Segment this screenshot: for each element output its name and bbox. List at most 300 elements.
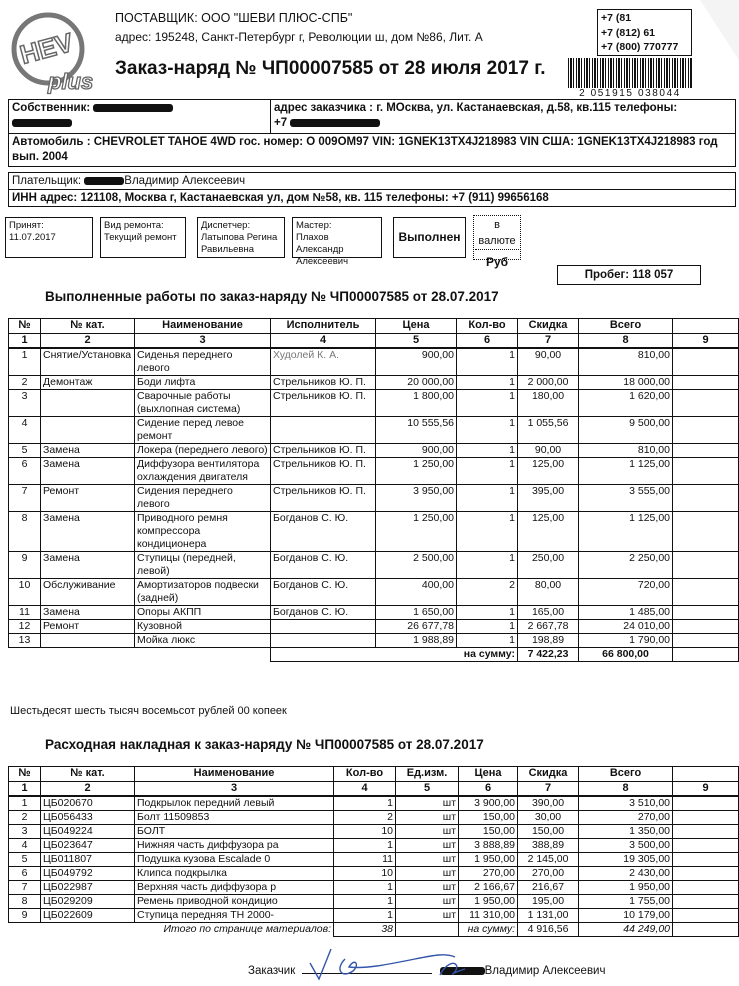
table-cell [673, 881, 739, 895]
table-cell [673, 348, 739, 376]
table-cell: 3 950,00 [376, 485, 457, 512]
currency-label: в валюте [475, 217, 519, 250]
parts-total-label: Итого по странице материалов: [9, 923, 334, 937]
table-row [9, 853, 739, 867]
table-cell: 9 [9, 552, 41, 579]
works-sum-total: 66 800,00 [579, 648, 673, 662]
table-cell: Обслуживание [41, 579, 135, 606]
table-cell [41, 390, 135, 417]
column-number: 3 [135, 334, 271, 349]
table-cell: Верхняя часть диффузора р [135, 881, 334, 895]
table-cell: 2 500,00 [376, 552, 457, 579]
table-cell: 5 [9, 853, 41, 867]
column-header: Всего [579, 319, 673, 334]
table-cell: Нижняя часть диффузора ра [135, 839, 334, 853]
currency-box [473, 215, 521, 269]
table-cell: 18 000,00 [579, 376, 673, 390]
table-cell: 2 [9, 811, 41, 825]
column-header: № кат. [41, 319, 135, 334]
owner-field [9, 100, 271, 134]
parts-sum-label: на сумму: [459, 923, 518, 937]
table-cell [673, 620, 739, 634]
table-cell: Опоры АКПП [135, 606, 271, 620]
table-cell: Боди лифта [135, 376, 271, 390]
company-logo [8, 5, 93, 97]
parts-title: Расходная накладная к заказ-наряду № ЧП00007585 от 28.07.2017 [45, 737, 484, 752]
table-cell: 10 [9, 579, 41, 606]
table-cell: Худолей К. А. [271, 348, 376, 376]
table-cell: Ступицы (передней, левой) [135, 552, 271, 579]
table-cell [673, 867, 739, 881]
table-row [9, 867, 739, 881]
repair-type: Текущий ремонт [104, 232, 177, 243]
table-row [9, 796, 739, 811]
table-cell: 1 [457, 552, 518, 579]
column-header: Цена [376, 319, 457, 334]
table-cell: Сидение перед левое ремонт [135, 417, 271, 444]
sum-in-words: Шестьдесят шесть тысяч восемьсот рублей 00 копеек [10, 705, 287, 717]
table-cell: 1 [334, 909, 396, 923]
table-cell: 26 677,78 [376, 620, 457, 634]
table-cell: 1 [334, 839, 396, 853]
table-cell: Приводного ремня компрессора кондиционера [135, 512, 271, 552]
dispatcher: Латыпова Регина Равильевна [201, 232, 278, 255]
column-number: 8 [579, 334, 673, 349]
table-cell: 270,00 [518, 867, 579, 881]
table-cell: 2 250,00 [579, 552, 673, 579]
column-number: 6 [457, 334, 518, 349]
table-cell [673, 634, 739, 648]
table-cell: 10 [334, 867, 396, 881]
accepted-date: 11.07.2017 [9, 232, 56, 243]
phone: +7 (800) 770777 [601, 41, 679, 53]
table-cell: 4 [9, 417, 41, 444]
barcode [568, 58, 692, 88]
table-cell: 125,00 [518, 512, 579, 552]
table-cell: 4 [9, 839, 41, 853]
column-number: 2 [41, 782, 135, 797]
table-cell: Ремонт [41, 485, 135, 512]
table-row [9, 895, 739, 909]
accepted-box [5, 217, 93, 258]
table-cell: 7 [9, 881, 41, 895]
column-header: Всего [579, 767, 673, 782]
table-cell: 400,00 [376, 579, 457, 606]
supplier-address: адрес: 195248, Санкт-Петербург г, Революции ш, дом №86, Лит. А [115, 30, 483, 44]
table-cell: 1 [457, 606, 518, 620]
redaction [12, 119, 72, 127]
table-row [9, 811, 739, 825]
table-cell [673, 606, 739, 620]
table-cell: Мойка люкс [135, 634, 271, 648]
column-number: 4 [334, 782, 396, 797]
table-cell: ЦБ022987 [41, 881, 135, 895]
table-cell: Стрельников Ю. П. [271, 485, 376, 512]
table-cell: Амортизаторов подвески (задней) [135, 579, 271, 606]
table-row [9, 606, 739, 620]
table-cell: 11 [9, 606, 41, 620]
table-cell: 6 [9, 867, 41, 881]
column-header [673, 319, 739, 334]
table-cell [673, 796, 739, 811]
table-cell: 150,00 [459, 825, 518, 839]
table-cell: 1 250,00 [376, 512, 457, 552]
table-cell: 2 145,00 [518, 853, 579, 867]
folded-corner [700, 0, 739, 60]
redaction [290, 119, 380, 127]
table-cell: 1 [457, 390, 518, 417]
table-cell: шт [396, 881, 459, 895]
table-cell: ЦБ023647 [41, 839, 135, 853]
table-cell: 1 125,00 [579, 512, 673, 552]
table-cell: ЦБ049792 [41, 867, 135, 881]
table-cell: Стрельников Ю. П. [271, 376, 376, 390]
signer-name: Владимир Алексеевич [484, 965, 606, 977]
table-cell [673, 895, 739, 909]
table-cell: Сидения переднего левого [135, 485, 271, 512]
dispatcher-label: Диспетчер: [201, 220, 251, 231]
table-cell [41, 634, 135, 648]
repair-type-label: Вид ремонта: [104, 220, 164, 231]
column-number: 9 [673, 334, 739, 349]
table-cell: Замена [41, 606, 135, 620]
table-cell [271, 620, 376, 634]
table-cell: шт [396, 839, 459, 853]
table-row [9, 552, 739, 579]
table-cell: 3 [9, 825, 41, 839]
parts-sum-total: 44 249,00 [579, 923, 673, 937]
table-cell: 165,00 [518, 606, 579, 620]
status-badge: Выполнен [393, 217, 466, 258]
table-cell: 1 [334, 796, 396, 811]
phone: +7 (812) 61 [601, 26, 655, 39]
column-number: 8 [579, 782, 673, 797]
table-cell: Сиденья переднего левого [135, 348, 271, 376]
table-cell: 12 [9, 620, 41, 634]
table-row [9, 620, 739, 634]
table-cell: Ступица передняя TH 2000- [135, 909, 334, 923]
table-cell: 6 [9, 458, 41, 485]
column-header: Скидка [518, 767, 579, 782]
table-cell: 11 310,00 [459, 909, 518, 923]
table-cell: 8 [9, 895, 41, 909]
table-cell: 810,00 [579, 348, 673, 376]
table-cell: 1 [457, 512, 518, 552]
column-number: 9 [673, 782, 739, 797]
column-number: 1 [9, 782, 41, 797]
table-cell: 1 988,89 [376, 634, 457, 648]
column-header: Ед.изм. [396, 767, 459, 782]
customer-phone: +7 [274, 117, 288, 129]
table-cell: шт [396, 909, 459, 923]
table-row [9, 825, 739, 839]
table-cell: Замена [41, 444, 135, 458]
parts-total-qty: 38 [334, 923, 396, 937]
table-cell: 1 055,56 [518, 417, 579, 444]
table-cell: Ремонт [41, 620, 135, 634]
table-cell [673, 839, 739, 853]
table-cell: Стрельников Ю. П. [271, 458, 376, 485]
table-cell: Стрельников Ю. П. [271, 444, 376, 458]
table-cell: 3 [9, 390, 41, 417]
table-cell: 198,89 [518, 634, 579, 648]
table-cell [673, 853, 739, 867]
table-cell [673, 825, 739, 839]
table-cell: Замена [41, 552, 135, 579]
table-cell: 3 888,89 [459, 839, 518, 853]
table-cell: Богданов С. Ю. [271, 606, 376, 620]
table-cell: 900,00 [376, 348, 457, 376]
table-row [9, 839, 739, 853]
payer-label: Плательщик: [12, 175, 82, 187]
payer-name: Владимир Алексеевич [124, 175, 246, 187]
table-cell: 2 [334, 811, 396, 825]
table-cell: 10 [334, 825, 396, 839]
table-cell: Подушка кузова Escalade 0 [135, 853, 334, 867]
table-cell: 2 430,00 [579, 867, 673, 881]
table-cell: 1 [334, 881, 396, 895]
repair-type-box [100, 217, 186, 258]
table-cell: 1 [457, 348, 518, 376]
works-sum-discount: 7 422,23 [518, 648, 579, 662]
table-cell: 19 305,00 [579, 853, 673, 867]
table-cell: 1 131,00 [518, 909, 579, 923]
column-header: Цена [459, 767, 518, 782]
table-row [9, 881, 739, 895]
table-row [9, 417, 739, 444]
redaction [84, 177, 124, 185]
table-cell: 270,00 [459, 867, 518, 881]
table-row [9, 348, 739, 376]
table-cell: 1 650,00 [376, 606, 457, 620]
table-cell: 1 800,00 [376, 390, 457, 417]
svg-text:HEV: HEV [16, 26, 77, 70]
table-cell: 5 [9, 444, 41, 458]
table-cell: 10 555,56 [376, 417, 457, 444]
supplier: ПОСТАВЩИК: ООО "ШЕВИ ПЛЮС-СПБ" [115, 11, 353, 25]
table-cell: 9 [9, 909, 41, 923]
page-title: Заказ-наряд № ЧП00007585 от 28 июля 2017 г. [115, 58, 546, 79]
table-cell: 216,67 [518, 881, 579, 895]
table-cell: 1 [457, 417, 518, 444]
works-title: Выполненные работы по заказ-наряду № ЧП00007585 от 28.07.2017 [45, 289, 499, 304]
customer-address [271, 100, 735, 134]
barcode-number: 2 051915 038044 [579, 88, 681, 99]
table-cell: Подкрылок передний левый [135, 796, 334, 811]
column-number: 7 [518, 334, 579, 349]
table-cell: шт [396, 867, 459, 881]
table-cell: 150,00 [459, 811, 518, 825]
table-cell [673, 512, 739, 552]
table-cell: Локера (переднего левого) [135, 444, 271, 458]
column-header: Кол-во [457, 319, 518, 334]
table-cell: 1 620,00 [579, 390, 673, 417]
column-number: 1 [9, 334, 41, 349]
table-cell: Кузовной [135, 620, 271, 634]
svg-text:plus: plus [48, 69, 93, 94]
table-cell: 270,00 [579, 811, 673, 825]
dispatcher-box [197, 217, 285, 258]
table-row [9, 485, 739, 512]
car-info: Автомобиль : CHEVROLET TAHOE 4WD гос. номер: О 009ОМ97 VIN: 1GNEK13TX4J218983 VIN США: 1GNEK13TX4J218983 год вып. 2004 [12, 136, 718, 163]
table-cell: Клипса подкрылка [135, 867, 334, 881]
mileage: Пробег: 118 057 [557, 265, 701, 285]
table-cell: 30,00 [518, 811, 579, 825]
table-cell: Демонтаж [41, 376, 135, 390]
table-cell: 7 [9, 485, 41, 512]
table-cell [271, 417, 376, 444]
column-header [673, 767, 739, 782]
table-cell: 2 667,78 [518, 620, 579, 634]
table-cell: ЦБ020670 [41, 796, 135, 811]
table-cell [673, 811, 739, 825]
phones-box [597, 9, 692, 56]
column-number: 5 [396, 782, 459, 797]
table-cell: Богданов С. Ю. [271, 579, 376, 606]
table-cell [673, 579, 739, 606]
parts-table [8, 766, 739, 937]
table-row [9, 909, 739, 923]
table-cell: Диффузора вентилятора охлаждения двигателя [135, 458, 271, 485]
column-number: 5 [376, 334, 457, 349]
table-cell: ЦБ029209 [41, 895, 135, 909]
column-number: 2 [41, 334, 135, 349]
table-cell: 20 000,00 [376, 376, 457, 390]
table-cell [673, 458, 739, 485]
table-cell: 1 [457, 485, 518, 512]
payer-field [9, 173, 735, 190]
master-label: Мастер: [296, 220, 332, 231]
table-cell: 1 950,00 [459, 895, 518, 909]
table-cell: БОЛТ [135, 825, 334, 839]
table-cell [673, 444, 739, 458]
table-cell: 10 179,00 [579, 909, 673, 923]
table-cell [673, 390, 739, 417]
table-cell: шт [396, 796, 459, 811]
table-cell: 2 [9, 376, 41, 390]
table-cell: 1 950,00 [579, 881, 673, 895]
table-cell: 90,00 [518, 444, 579, 458]
column-header: Наименование [135, 767, 334, 782]
table-cell: Болт 11509853 [135, 811, 334, 825]
table-cell: 810,00 [579, 444, 673, 458]
table-cell: Ремень приводной кондицио [135, 895, 334, 909]
signature-label: Заказчик [248, 965, 296, 977]
table-cell [673, 376, 739, 390]
table-cell: 80,00 [518, 579, 579, 606]
column-header: Скидка [518, 319, 579, 334]
table-cell: 2 166,67 [459, 881, 518, 895]
column-header: Исполнитель [271, 319, 376, 334]
parts-sum-discount: 4 916,56 [518, 923, 579, 937]
master-box [292, 217, 382, 267]
column-number: 4 [271, 334, 376, 349]
spacer [9, 648, 271, 662]
table-cell: 2 [457, 579, 518, 606]
works-table [8, 318, 739, 662]
redaction [93, 104, 173, 112]
table-cell: 1 250,00 [376, 458, 457, 485]
table-cell [41, 417, 135, 444]
table-row [9, 579, 739, 606]
table-cell [673, 552, 739, 579]
table-cell: Стрельников Ю. П. [271, 390, 376, 417]
master: Плахов Александр Алексеевич [296, 232, 349, 267]
table-cell: 1 755,00 [579, 895, 673, 909]
column-header: № [9, 319, 41, 334]
column-header: Наименование [135, 319, 271, 334]
phone: +7 (81 [601, 12, 632, 24]
works-total-row [9, 648, 739, 662]
table-row [9, 390, 739, 417]
table-row [9, 444, 739, 458]
column-number: 7 [518, 782, 579, 797]
table-cell: Замена [41, 512, 135, 552]
table-row [9, 458, 739, 485]
table-cell: 150,00 [518, 825, 579, 839]
table-cell: 13 [9, 634, 41, 648]
table-cell: 1 790,00 [579, 634, 673, 648]
customer-address-text: адрес заказчика : г. МОсква, ул. Кастанаевская, д.58, кв.115 телефоны: [274, 102, 678, 114]
table-cell [673, 485, 739, 512]
table-cell: ЦБ049224 [41, 825, 135, 839]
table-cell: 2 000,00 [518, 376, 579, 390]
column-header: Кол-во [334, 767, 396, 782]
table-cell: Богданов С. Ю. [271, 512, 376, 552]
table-cell: 180,00 [518, 390, 579, 417]
table-cell [673, 909, 739, 923]
works-sum-label: на сумму: [271, 648, 518, 662]
inn-line: ИНН адрес: 121108, Москва г, Кастанаевская ул, дом №58, кв. 115 телефоны: +7 (911) 99656168 [12, 192, 549, 204]
owner-label: Собственник: [12, 102, 91, 114]
table-cell: 3 510,00 [579, 796, 673, 811]
table-cell: 1 485,00 [579, 606, 673, 620]
payer-box [8, 172, 736, 207]
column-header: № кат. [41, 767, 135, 782]
table-cell: 390,00 [518, 796, 579, 811]
column-number: 3 [135, 782, 334, 797]
parts-total-row [9, 923, 739, 937]
table-cell: 900,00 [376, 444, 457, 458]
table-cell: 3 900,00 [459, 796, 518, 811]
table-cell: ЦБ011807 [41, 853, 135, 867]
table-row [9, 376, 739, 390]
table-cell: 1 [457, 634, 518, 648]
table-row [9, 512, 739, 552]
empty-cell [396, 923, 459, 937]
table-cell: 24 010,00 [579, 620, 673, 634]
table-cell: шт [396, 853, 459, 867]
table-cell: 3 500,00 [579, 839, 673, 853]
table-cell: 11 [334, 853, 396, 867]
table-cell: 388,89 [518, 839, 579, 853]
table-cell: шт [396, 825, 459, 839]
table-cell: Снятие/Установка [41, 348, 135, 376]
column-number: 6 [459, 782, 518, 797]
table-cell: 395,00 [518, 485, 579, 512]
table-cell: 1 [457, 620, 518, 634]
table-cell: шт [396, 811, 459, 825]
table-cell: 1 125,00 [579, 458, 673, 485]
empty-cell [673, 648, 739, 662]
table-cell: 9 500,00 [579, 417, 673, 444]
column-header: № [9, 767, 41, 782]
table-cell: 3 555,00 [579, 485, 673, 512]
table-cell: 125,00 [518, 458, 579, 485]
table-cell: ЦБ022609 [41, 909, 135, 923]
table-cell: 1 [457, 444, 518, 458]
table-cell: 720,00 [579, 579, 673, 606]
